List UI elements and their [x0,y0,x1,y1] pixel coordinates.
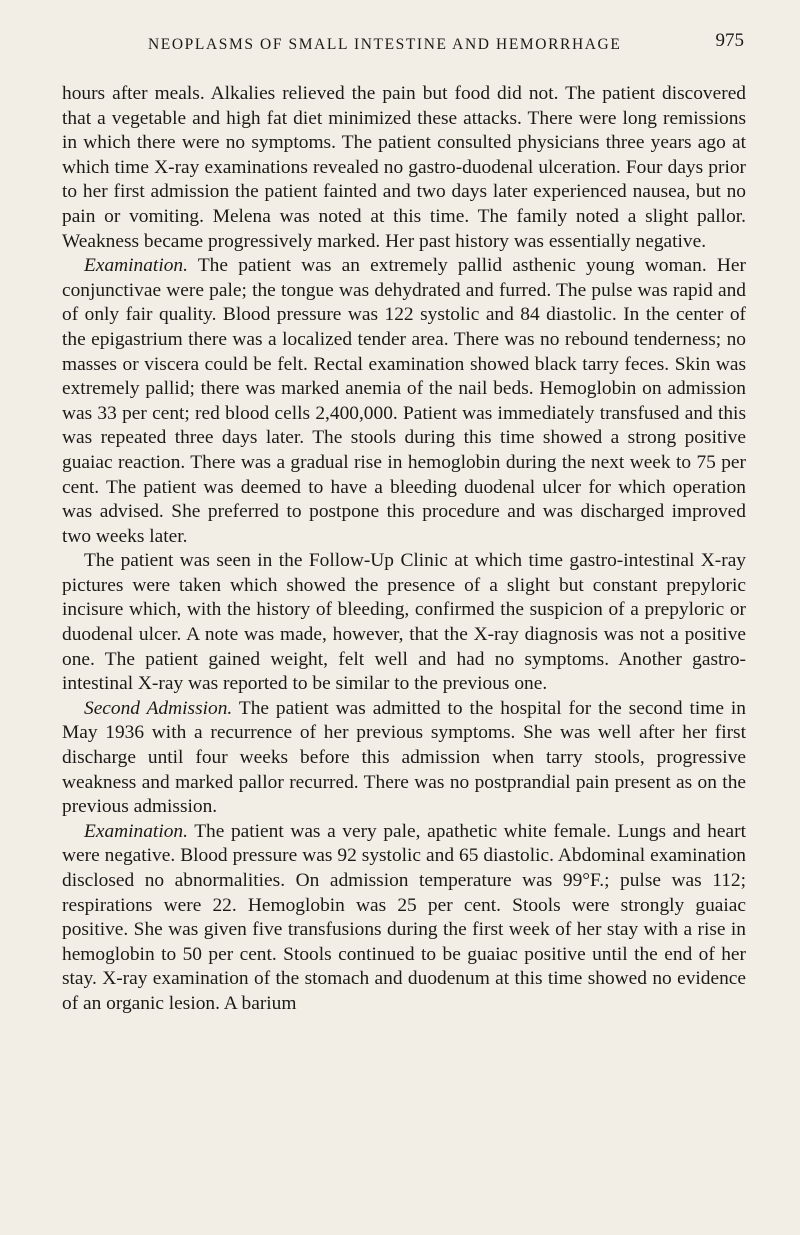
paragraph-text: The patient was an extremely pallid asthenic young woman. Her conjunctivae were pale; the tongue was dehydrated and furred. The pulse was rapid and of only fair quality. Blood pressure was 122 systolic and 84 diastolic. In the center of the epigastrium there was a localized tender area. There was no rebound tenderness; no masses or viscera could be felt. Rectal examination showed black tarry feces. Skin was extremely pallid; there was marked anemia of the nail beds. Hemoglobin on admission was 33 per cent; red blood cells 2,400,000. Patient was immediately transfused and this was repeated three days later. The stools during this time showed a strong positive guaiac reaction. There was a gradual rise in hemoglobin during the next week to 75 per cent. The patient was deemed to have a bleeding duodenal ulcer for which operation was advised. She preferred to postpone this procedure and was discharged improved two weeks later. [62,255,746,547]
section-heading: Examination. [84,820,188,842]
body-text [62,82,746,1017]
paragraph-follow-up [62,549,746,697]
paragraph-text: The patient was admitted to the hospital for the second time in May 1936 with a recurrence of her previous symptoms. She was well after her first discharge until four weeks before this admission when tarry stools, progressive weakness and marked pallor recurred. There was no postprandial pain present as on the previous admission. [62,697,747,818]
paragraph-examination-second [62,820,746,1017]
section-heading: Examination. [84,255,188,277]
running-title: NEOPLASMS OF SMALL INTESTINE AND HEMORRHAGE [148,36,622,53]
paragraph-history [62,82,746,254]
paragraph-second-admission [62,697,746,820]
paragraph-text: The patient was a very pale, apathetic white female. Lungs and heart were negative. Blood pressure was 92 systolic and 65 diastolic. Abdominal examination disclosed no abnormalities. On admission temperature was 99°F.; pulse was 112; respirations were 22. Hemoglobin was 25 per cent. Stools were strongly guaiac positive. She was given five transfusions during the first week of her stay with a rise in hemoglobin to 50 per cent. Stools continued to be guaiac positive until the end of her stay. X-ray examination of the stomach and duodenum at this time showed no evidence of an organic lesion. A barium [62,820,746,1014]
paragraph-examination-first [62,254,746,549]
page-number: 975 [715,30,744,51]
running-head [62,28,746,70]
paragraph-text: hours after meals. Alkalies relieved the pain but food did not. The patient discovered that a vegetable and high fat diet minimized these attacks. There were long remissions in which there were no symptoms. The patient consulted physicians three years ago at which time X-ray examinations revealed no gastro-duodenal ulceration. Four days prior to her first admission the patient fainted and two days later experienced nausea, but no pain or vomiting. Melena was noted at this time. The family noted a slight pallor. Weakness became progressively marked. Her past history was essentially negative. [62,83,746,252]
section-heading: Second Admission. [84,697,233,719]
paragraph-text: The patient was seen in the Follow-Up Clinic at which time gastro-intestinal X-ray pictures were taken which showed the presence of a slight but constant prepyloric incisure which, with the history of bleeding, confirmed the suspicion of a prepyloric or duodenal ulcer. A note was made, however, that the X-ray diagnosis was not a positive one. The patient gained weight, felt well and had no symptoms. Another gastro-intestinal X-ray was reported to be similar to the previous one. [62,550,746,695]
